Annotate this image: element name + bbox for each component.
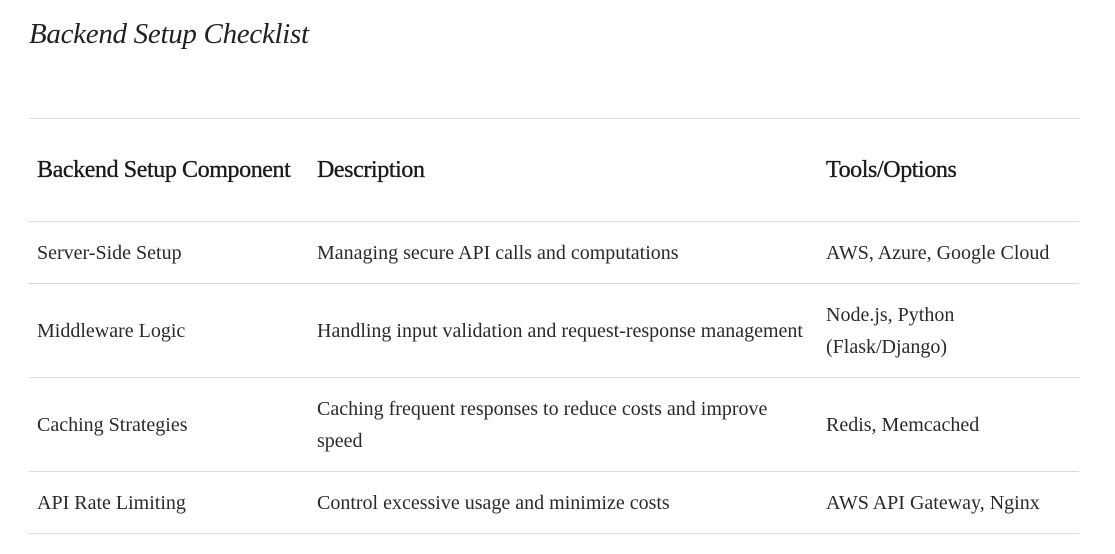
cell-tools: Redis, Memcached bbox=[818, 378, 1079, 472]
cell-description: Managing secure API calls and computations bbox=[309, 222, 818, 284]
table-header bbox=[29, 119, 1079, 222]
table-row bbox=[29, 378, 1079, 472]
cell-component: Middleware Logic bbox=[29, 284, 309, 378]
backend-setup-table bbox=[29, 118, 1079, 534]
column-header-component: Backend Setup Component bbox=[29, 119, 309, 222]
cell-description: Handling input validation and request-response management bbox=[309, 284, 818, 378]
table-header-row bbox=[29, 119, 1079, 222]
cell-tools: Node.js, Python (Flask/Django) bbox=[818, 284, 1079, 378]
cell-component: Caching Strategies bbox=[29, 378, 309, 472]
table-body bbox=[29, 222, 1079, 534]
column-header-description: Description bbox=[309, 119, 818, 222]
cell-component: API Rate Limiting bbox=[29, 472, 309, 534]
column-header-tools: Tools/Options bbox=[818, 119, 1079, 222]
table-row bbox=[29, 472, 1079, 534]
cell-component: Server-Side Setup bbox=[29, 222, 309, 284]
table-row bbox=[29, 222, 1079, 284]
table-row bbox=[29, 284, 1079, 378]
cell-description: Control excessive usage and minimize costs bbox=[309, 472, 818, 534]
cell-tools: AWS API Gateway, Nginx bbox=[818, 472, 1079, 534]
cell-description: Caching frequent responses to reduce costs and improve speed bbox=[309, 378, 818, 472]
page-title: Backend Setup Checklist bbox=[29, 18, 309, 50]
cell-tools: AWS, Azure, Google Cloud bbox=[818, 222, 1079, 284]
